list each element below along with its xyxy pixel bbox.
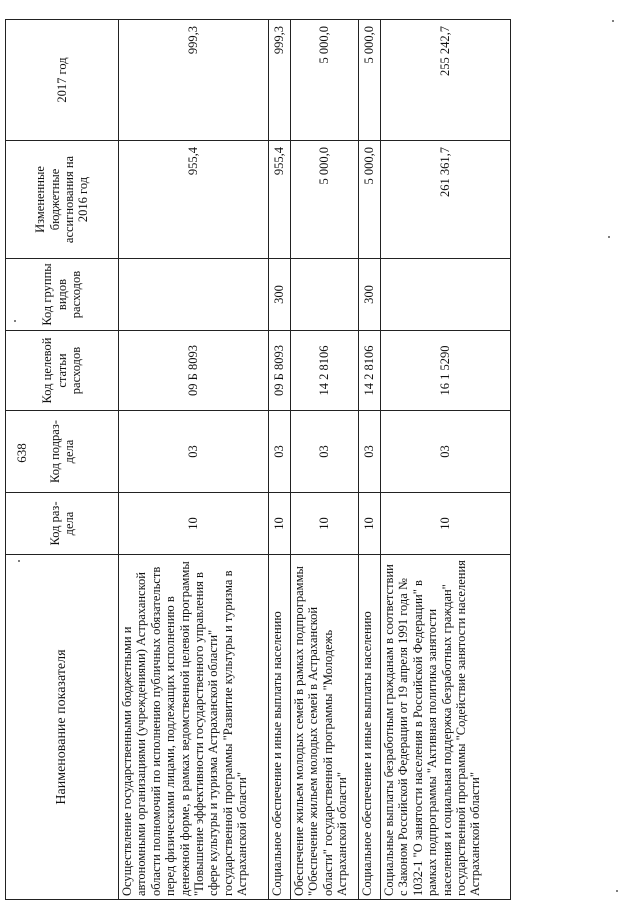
scan-speck — [608, 236, 610, 238]
header-razdel: Код раз-дела — [6, 493, 119, 555]
row-name: Осуществление государственными бюджетными и автономными организациями (учреждениями) Астраханской области полномочий по исполнению публичных обязательств перед физическими лицами, подлежащих исполнению в денежной форме, в рамках ведомственной целевой программы "Повышение эффективности государственного управления в сфере культуры и туризма Астраханской области" государственной программы "Развитие культуры и туризма в Астраханской области" — [119, 555, 269, 900]
row-changed: 955,4 — [119, 141, 269, 259]
row-razdel: 10 — [381, 493, 511, 555]
row-changed: 5 000,0 — [359, 141, 381, 259]
row-podrazdel: 03 — [119, 411, 269, 493]
header-changed: Измененные бюджетные ассигнования на 2016 год — [6, 141, 119, 259]
row-podrazdel: 03 — [381, 411, 511, 493]
budget-table — [5, 19, 511, 900]
row-razdel: 10 — [291, 493, 359, 555]
row-changed: 261 361,7 — [381, 141, 511, 259]
row-name: Социальное обеспечение и иные выплаты населению — [359, 555, 381, 900]
row-target: 09 Б 8093 — [269, 331, 291, 411]
row-name: Социальное обеспечение и иные выплаты населению — [269, 555, 291, 900]
row-target: 14 2 8106 — [359, 331, 381, 411]
row-group: 300 — [269, 259, 291, 331]
row-2017: 5 000,0 — [291, 20, 359, 141]
header-name: Наименование показателя — [6, 555, 119, 900]
header-target: Код целевой статьи расходов — [6, 331, 119, 411]
row-name: Обеспечение жильем молодых семей в рамках подпрограммы "Обеспечение жильем молодых семей в Астраханской области" государственной программы "Молодежь Астраханской области" — [291, 555, 359, 900]
row-podrazdel: 03 — [291, 411, 359, 493]
table-header-row — [6, 20, 119, 900]
header-group: Код группы видов расходов — [6, 259, 119, 331]
row-group: 300 — [359, 259, 381, 331]
scan-speck — [612, 20, 614, 22]
table-row — [291, 20, 359, 900]
table-row — [359, 20, 381, 900]
row-2017: 5 000,0 — [359, 20, 381, 141]
row-2017: 999,3 — [269, 20, 291, 141]
row-target: 16 1 5290 — [381, 331, 511, 411]
row-target: 09 Б 8093 — [119, 331, 269, 411]
table-row — [269, 20, 291, 900]
row-2017: 255 242,7 — [381, 20, 511, 141]
row-group — [381, 259, 511, 331]
row-2017: 999,3 — [119, 20, 269, 141]
row-changed: 955,4 — [269, 141, 291, 259]
row-podrazdel: 03 — [359, 411, 381, 493]
table-row — [119, 20, 269, 900]
row-razdel: 10 — [359, 493, 381, 555]
row-podrazdel: 03 — [269, 411, 291, 493]
scan-speck — [616, 890, 618, 892]
rotated-table-container — [5, 5, 585, 900]
page-number: 638 — [14, 443, 29, 463]
header-2017: 2017 год — [6, 20, 119, 141]
row-razdel: 10 — [269, 493, 291, 555]
row-name: Социальные выплаты безработным гражданам в соответствии с Законом Российской Федерации от 19 апреля 1991 года № 1032-1 "О занятости населения в Российской Федерации" в рамках подпрограммы "Активная политика занятости населения и социальная поддержка безработных граждан" государственной программы "Содействие занятости населения Астраханской области" — [381, 555, 511, 900]
table-row — [381, 20, 511, 900]
header-podrazdel: Код подраз-дела — [6, 411, 119, 493]
row-changed: 5 000,0 — [291, 141, 359, 259]
row-group — [119, 259, 269, 331]
row-group — [291, 259, 359, 331]
row-razdel: 10 — [119, 493, 269, 555]
row-target: 14 2 8106 — [291, 331, 359, 411]
